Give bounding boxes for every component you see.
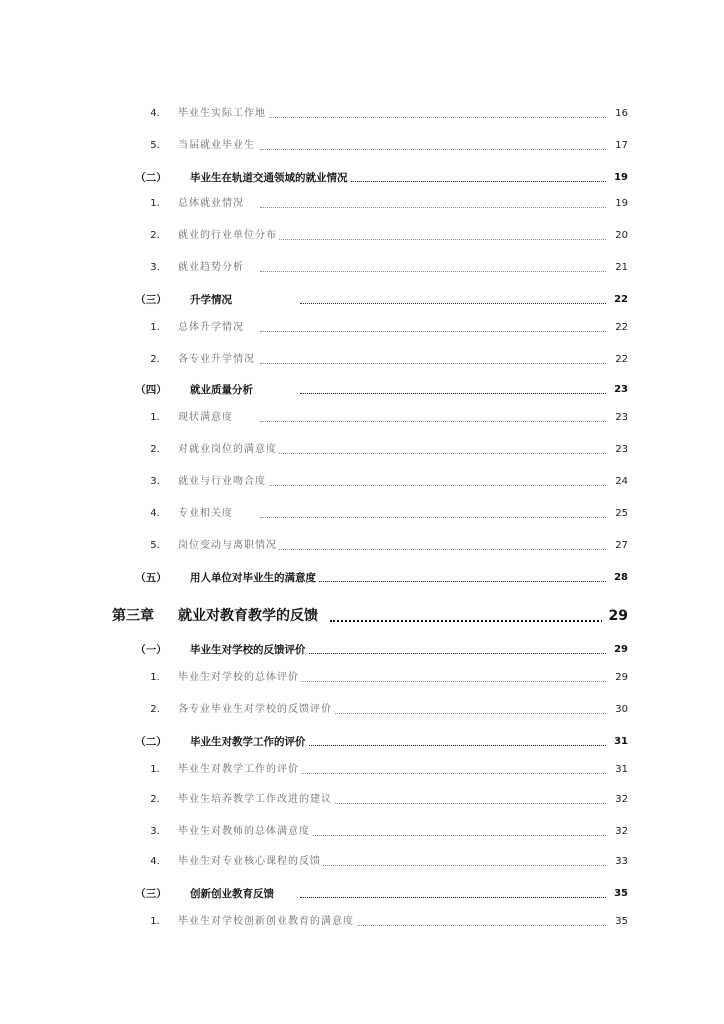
toc-leader-dots — [260, 271, 628, 272]
toc-label: 岗位变动与离职情况 — [178, 536, 279, 556]
toc-label: 毕业生对学校的反馈评价 — [190, 640, 308, 660]
toc-page-number: 16 — [606, 104, 628, 124]
toc-item[interactable] — [0, 700, 724, 720]
toc-number: （三） — [135, 888, 167, 900]
toc-leader-dots — [300, 581, 628, 582]
toc-leader-dots — [260, 363, 628, 364]
toc-leader-dots — [300, 897, 628, 898]
toc-page-number: 28 — [606, 568, 628, 588]
toc-item[interactable] — [0, 318, 724, 338]
toc-item[interactable] — [0, 194, 724, 214]
toc-item[interactable] — [0, 668, 724, 688]
toc-label: 毕业生对教学工作的评价 — [190, 732, 308, 752]
toc-number: 4. — [150, 508, 160, 519]
toc-number: 1. — [150, 412, 160, 423]
toc-item[interactable] — [0, 226, 724, 246]
toc-label: 就业对教育教学的反馈 — [178, 602, 320, 630]
toc-number: （二） — [135, 172, 167, 184]
toc-leader-dots — [260, 773, 628, 774]
toc-item[interactable] — [0, 104, 724, 124]
toc-page-number: 32 — [606, 822, 628, 842]
toc-number: 1. — [150, 322, 160, 333]
toc-page-number: 33 — [606, 852, 628, 872]
toc-section[interactable] — [0, 380, 724, 400]
toc-label: 各专业升学情况 — [178, 350, 257, 370]
toc-label: 创新创业教育反馈 — [190, 884, 276, 904]
toc-label: 用人单位对毕业生的满意度 — [190, 568, 318, 588]
toc-leader-dots — [260, 149, 628, 150]
toc-label: 就业与行业吻合度 — [178, 472, 268, 492]
toc-number: 3. — [150, 262, 160, 273]
toc-page-number: 22 — [606, 350, 628, 370]
toc-page-number: 22 — [606, 318, 628, 338]
toc-section[interactable] — [0, 640, 724, 660]
toc-item[interactable] — [0, 136, 724, 156]
toc-item[interactable] — [0, 790, 724, 810]
toc-number: 2. — [150, 704, 160, 715]
toc-leader-dots — [260, 835, 628, 836]
toc-page-number: 23 — [606, 380, 628, 400]
toc-chapter[interactable] — [0, 602, 724, 630]
toc-leader-dots — [260, 421, 628, 422]
toc-number: 4. — [150, 856, 160, 867]
toc-number: 5. — [150, 540, 160, 551]
toc-label: 就业质量分析 — [190, 380, 255, 400]
toc-page-number: 29 — [602, 602, 628, 630]
toc-leader-dots — [260, 453, 628, 454]
toc-number: 1. — [150, 198, 160, 209]
toc-leader-dots — [300, 653, 628, 654]
toc-item[interactable] — [0, 440, 724, 460]
toc-item[interactable] — [0, 472, 724, 492]
toc-leader-dots — [330, 620, 626, 622]
toc-page-number: 31 — [606, 760, 628, 780]
toc-leader-dots — [260, 207, 628, 208]
toc-section[interactable] — [0, 168, 724, 188]
toc-leader-dots — [260, 517, 628, 518]
toc-leader-dots — [260, 239, 628, 240]
toc-section[interactable] — [0, 884, 724, 904]
toc-number: 第三章 — [112, 608, 154, 624]
toc-page-number: 24 — [606, 472, 628, 492]
toc-label: 毕业生对教学工作的评价 — [178, 760, 301, 780]
toc-section[interactable] — [0, 732, 724, 752]
toc-page-number: 23 — [606, 440, 628, 460]
toc-item[interactable] — [0, 504, 724, 524]
toc-number: 2. — [150, 794, 160, 805]
toc-number: （五） — [135, 572, 167, 584]
toc-item[interactable] — [0, 852, 724, 872]
toc-number: 5. — [150, 140, 160, 151]
toc-label: 总体就业情况 — [178, 194, 246, 214]
toc-label: 毕业生对学校创新创业教育的满意度 — [178, 912, 356, 932]
toc-page-number: 31 — [606, 732, 628, 752]
toc-item[interactable] — [0, 350, 724, 370]
toc-number: 4. — [150, 108, 160, 119]
toc-number: 2. — [150, 230, 160, 241]
toc-page-number: 35 — [606, 884, 628, 904]
toc-label: 对就业岗位的满意度 — [178, 440, 279, 460]
toc-label: 升学情况 — [190, 290, 234, 310]
toc-page-number: 30 — [606, 700, 628, 720]
toc-label: 毕业生对专业核心课程的反馈 — [178, 852, 323, 872]
toc-number: 3. — [150, 476, 160, 487]
toc-label: 就业的行业单位分布 — [178, 226, 279, 246]
toc-number: （二） — [135, 736, 167, 748]
toc-label: 毕业生培养教学工作改进的建议 — [178, 790, 334, 810]
toc-item[interactable] — [0, 536, 724, 556]
toc-label: 毕业生在轨道交通领域的就业情况 — [190, 168, 350, 188]
toc-leader-dots — [260, 331, 628, 332]
toc-leader-dots — [260, 549, 628, 550]
toc-item[interactable] — [0, 912, 724, 932]
toc-label: 现状满意度 — [178, 408, 235, 428]
toc-leader-dots — [260, 485, 628, 486]
toc-page-number: 25 — [606, 504, 628, 524]
toc-leader-dots — [260, 681, 628, 682]
toc-page-number: 35 — [606, 912, 628, 932]
toc-label: 各专业毕业生对学校的反馈评价 — [178, 700, 334, 720]
toc-page-number: 22 — [606, 290, 628, 310]
toc-item[interactable] — [0, 822, 724, 842]
toc-label: 毕业生对学校的总体评价 — [178, 668, 301, 688]
toc-label: 毕业生实际工作地 — [178, 104, 268, 124]
toc-number: 3. — [150, 826, 160, 837]
toc-label: 就业趋势分析 — [178, 258, 246, 278]
toc-item[interactable] — [0, 760, 724, 780]
toc-page-number: 17 — [606, 136, 628, 156]
toc-page-number: 20 — [606, 226, 628, 246]
toc-label: 毕业生对教师的总体满意度 — [178, 822, 312, 842]
toc-number: 2. — [150, 444, 160, 455]
toc-page-number: 32 — [606, 790, 628, 810]
toc-page-number: 21 — [606, 258, 628, 278]
toc-page-number: 19 — [606, 194, 628, 214]
toc-page-number: 27 — [606, 536, 628, 556]
toc-number: 2. — [150, 354, 160, 365]
toc-section[interactable] — [0, 290, 724, 310]
toc-page-number: 29 — [606, 640, 628, 660]
toc-number: 1. — [150, 764, 160, 775]
toc-page-number: 23 — [606, 408, 628, 428]
toc-section[interactable] — [0, 568, 724, 588]
toc-number: （一） — [135, 644, 167, 656]
toc-leader-dots — [300, 393, 628, 394]
toc-item[interactable] — [0, 408, 724, 428]
toc-number: （三） — [135, 294, 167, 306]
toc-number: （四） — [135, 384, 167, 396]
toc-label: 总体升学情况 — [178, 318, 246, 338]
toc-label: 专业相关度 — [178, 504, 235, 524]
toc-label: 当届就业毕业生 — [178, 136, 257, 156]
toc-number: 1. — [150, 916, 160, 927]
toc-item[interactable] — [0, 258, 724, 278]
toc-number: 1. — [150, 672, 160, 683]
toc-page-number: 19 — [606, 168, 628, 188]
toc-page-number: 29 — [606, 668, 628, 688]
toc-leader-dots — [300, 745, 628, 746]
toc-leader-dots — [260, 117, 628, 118]
toc-leader-dots — [300, 303, 628, 304]
